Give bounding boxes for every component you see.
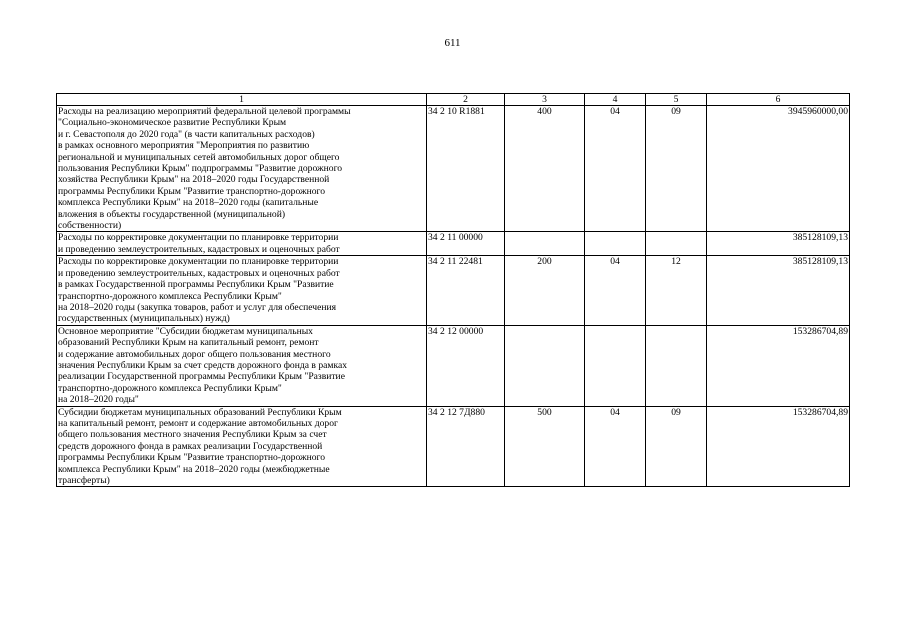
row-name: Расходы по корректировке документации по планировке территории и проведению землеустроительных, кадастровых и оценочных работ в рамках Государственной программы Республики Крым "Развитие транспортно-дорожного комплекса Республики Крым" на 2018–2020 годы (закупка товаров, работ и услуг для обеспечения государственных (муниципальных) нужд) xyxy=(57,256,427,325)
row-col4 xyxy=(585,232,646,256)
row-code: 34 2 11 22481 xyxy=(427,256,505,325)
row-sum: 153286704,89 xyxy=(707,325,850,406)
row-code: 34 2 11 00000 xyxy=(427,232,505,256)
page-number: 611 xyxy=(444,37,461,49)
budget-table xyxy=(56,93,850,487)
table-row xyxy=(57,256,850,325)
row-col3: 500 xyxy=(505,406,585,487)
row-col3 xyxy=(505,325,585,406)
row-col3: 200 xyxy=(505,256,585,325)
row-col3: 400 xyxy=(505,106,585,232)
table-row xyxy=(57,106,850,232)
row-code: 34 2 12 7Д880 xyxy=(427,406,505,487)
header-col-4: 4 xyxy=(585,94,646,106)
header-col-5: 5 xyxy=(646,94,707,106)
table-row xyxy=(57,232,850,256)
row-col4: 04 xyxy=(585,106,646,232)
row-sum: 3945960000,00 xyxy=(707,106,850,232)
header-col-6: 6 xyxy=(707,94,850,106)
row-name: Основное мероприятие "Субсидии бюджетам муниципальных образований Республики Крым на капитальный ремонт, ремонт и содержание автомобильных дорог общего пользования местного значения Республики Крым за счет средств дорожного фонда в рамках реализации Государственной программы Республики Крым "Развитие транспортно-дорожного комплекса Республики Крым" на 2018–2020 годы" xyxy=(57,325,427,406)
row-sum: 385128109,13 xyxy=(707,256,850,325)
header-col-2: 2 xyxy=(427,94,505,106)
table-row xyxy=(57,406,850,487)
row-sum: 385128109,13 xyxy=(707,232,850,256)
row-name: Расходы на реализацию мероприятий федеральной целевой программы "Социально-экономическое развитие Республики Крым и г. Севастополя до 2020 года" (в части капитальных расходов) в рамках основного мероприятия "Мероприятия по развитию региональной и муниципальных сетей автомобильных дорог общего пользования Республики Крым" подпрограммы "Развитие дорожного хозяйства Республики Крым" на 2018–2020 годы Государственной программы Республики Крым "Развитие транспортно-дорожного комплекса Республики Крым" на 2018–2020 годы (капитальные вложения в объекты государственной (муниципальной) собственности) xyxy=(57,106,427,232)
row-code: 34 2 10 R1881 xyxy=(427,106,505,232)
row-col5: 09 xyxy=(646,406,707,487)
row-sum: 153286704,89 xyxy=(707,406,850,487)
row-col3 xyxy=(505,232,585,256)
row-col5: 12 xyxy=(646,256,707,325)
row-col4 xyxy=(585,325,646,406)
table-row xyxy=(57,325,850,406)
header-row xyxy=(57,94,850,106)
row-col4: 04 xyxy=(585,256,646,325)
row-col5: 09 xyxy=(646,106,707,232)
row-col5 xyxy=(646,325,707,406)
row-name: Расходы по корректировке документации по планировке территории и проведению землеустроительных, кадастровых и оценочных работ xyxy=(57,232,427,256)
row-code: 34 2 12 00000 xyxy=(427,325,505,406)
row-col5 xyxy=(646,232,707,256)
header-col-1: 1 xyxy=(57,94,427,106)
header-col-3: 3 xyxy=(505,94,585,106)
row-name: Субсидии бюджетам муниципальных образований Республики Крым на капитальный ремонт, ремонт и содержание автомобильных дорог общего пользования местного значения Республики Крым за счет средств дорожного фонда в рамках реализации Государственной программы Республики Крым "Развитие транспортно-дорожного комплекса Республики Крым" на 2018–2020 годы (межбюджетные трансферты) xyxy=(57,406,427,487)
row-col4: 04 xyxy=(585,406,646,487)
